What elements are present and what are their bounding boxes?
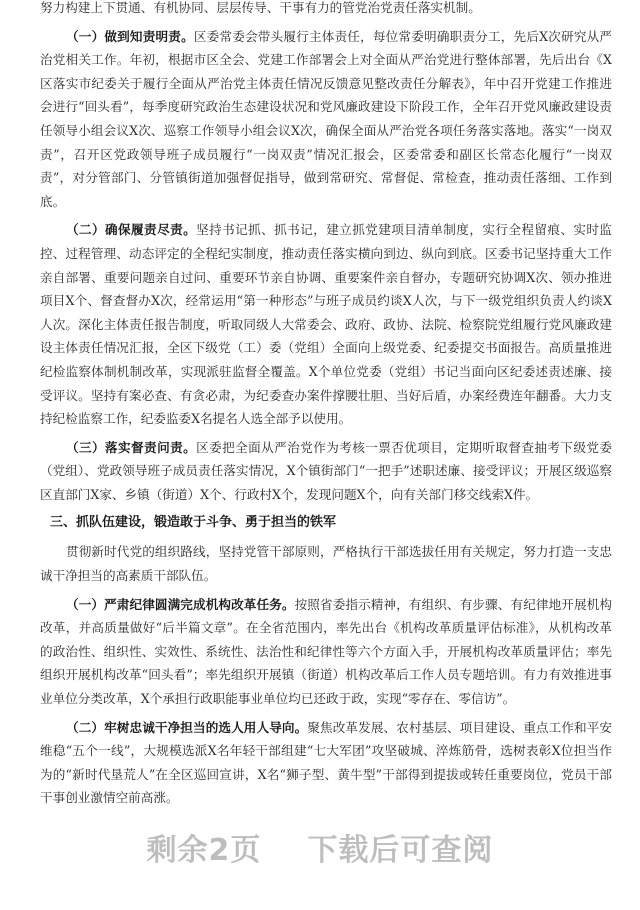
paragraph-text: 坚持书记抓、抓书记，建立抓党建项目清单制度，实行全程留痕、实时监控、过程管理、动态评定的全程纪实制度，推动责任落实横向到边、纵向到底。区委书记坚持重大工作亲自部署、重要问题亲自过问、重要环节亲自协调、重要案件亲自督办，专题研究协调X次、领办推进项目X个、督查督办X次，经常运用“第一种形态”与班子成员约谈X人次，与下一级党组织负责人约谈X人次。深化主体责任报告制度，听取同级人大常委会、政府、政协、法院、检察院党组履行党风廉政建设主体责任情况汇报，全区下级党（工）委（党组）全面向上级党委、纪委提交书面报告。高质量推进纪检监察体制机制改革，实现派驻监督全覆盖。X个单位党委（党组）书记当面向区纪委述责述廉、接受评议。坚持有案必查、有贪必肃，为纪委查办案件撑腰壮胆、当好后盾，办案经费连年翻番。大力支持纪检监察工作，纪委监委X名提名人选全部予以使用。 xyxy=(40,222,613,427)
section-heading: 三、抓队伍建设，锻造敢于斗争、勇于担当的铁军 xyxy=(50,515,337,531)
paragraph-text: 按照省委指示精神，有组织、有步骤、有纪律地开展机构改革，并高质量做好“后半篇文章”。在全省范围内，率先出台《机构改革质量评估标准》，从机构改革的政治性、组织性、实效性、系统性、法治性和纪律性等六个方面入手，开展机构改革质量评估；率先组织开展机构改革“回头看”；率先组织开展镇（街道）机构改革后工作人员专题培训。有力有效推进事业单位分类改革，X个承担行政职能事业单位均已还政于政，实现“零存在、零信访”。 xyxy=(40,596,613,707)
paragraph-text: 区委把全面从严治党作为考核一票否优项目，定期听取督查抽考下级党委（党组）、党政领导班子成员责任落实情况，X个镇街部门“一把手”述职述廉、接受评议；开展区级巡察区直部门X家、乡镇（街道）X个、行政村X个，发现问题X个，向有关部门移交线索X件。 xyxy=(40,439,613,502)
remaining-pages-label: 剩余2页 xyxy=(146,833,262,868)
paragraph-supervise-accountability xyxy=(40,436,612,507)
paragraph-lead: （一）做到知责明责。 xyxy=(66,28,194,44)
paragraph-lead: （三）落实督责问责。 xyxy=(66,439,197,455)
download-to-view-link[interactable]: 下载后可查阅 xyxy=(307,833,494,868)
top-fragment: 努力构建上下贯通、有机协同、层层传导、干事有力的管党治党责任落实机制。 xyxy=(40,0,481,15)
paragraph-institutional-reform xyxy=(40,593,612,711)
paragraph-lead: （一）严肃纪律圆满完成机构改革任务。 xyxy=(66,596,295,612)
paragraph-lead: （二）牢树忠诚干净担当的选人用人导向。 xyxy=(66,719,308,735)
paragraph-text: 聚焦改革发展、农村基层、项目建设、重点工作和平安维稳“五个一线”，大规模选派X名年轻干部组建“七大军团”攻坚破城、淬炼筋骨，选树表彰X位担当作为的“新时代垦荒人”在全区巡回宣讲，X名“狮子型、黄牛型”干部得到提拔或转任重要岗位，党员干部干事创业激情空前高涨。 xyxy=(40,719,613,806)
paragraph-fulfill-responsibility xyxy=(40,218,612,430)
paragraph-lead: （二）确保履责尽责。 xyxy=(66,222,197,238)
section-intro: 贯彻新时代党的组织路线，坚持党管干部原则，严格执行干部选拔任用有关规定，努力打造一支忠诚干净担当的高素质干部队伍。 xyxy=(40,544,612,584)
paragraph-know-responsibility xyxy=(40,25,612,214)
paragraph-personnel-orientation xyxy=(40,716,612,810)
paragraph-text: 区委常委会带头履行主体责任，每位常委明确职责分工，先后X次研究从严治党相关工作。年初，根据市区全会、党建工作部署会上对全面从严治党进行整体部署，先后出台《X区落实市纪委关于履行全面从严治党主体责任情况反馈意见整改责任分解表》，年中召开党建工作推进会进行“回头看”，每季度研究政治生态建设状况和党风廉政建设下阶段工作，全年召开党风廉政建设责任领导小组会议X次、巡察工作领导小组会议X次，确保全面从严治党各项任务落实落地。落实“一岗双责”，召开区党政领导班子成员履行“一岗双责”情况汇报会，区委常委和副区长常态化履行“一岗双责”，对分管部门、分管镇街道加强督促指导，做到常研究、常督促、常检查，推动责任落细、工作到底。 xyxy=(40,28,613,209)
download-banner[interactable] xyxy=(0,822,640,872)
